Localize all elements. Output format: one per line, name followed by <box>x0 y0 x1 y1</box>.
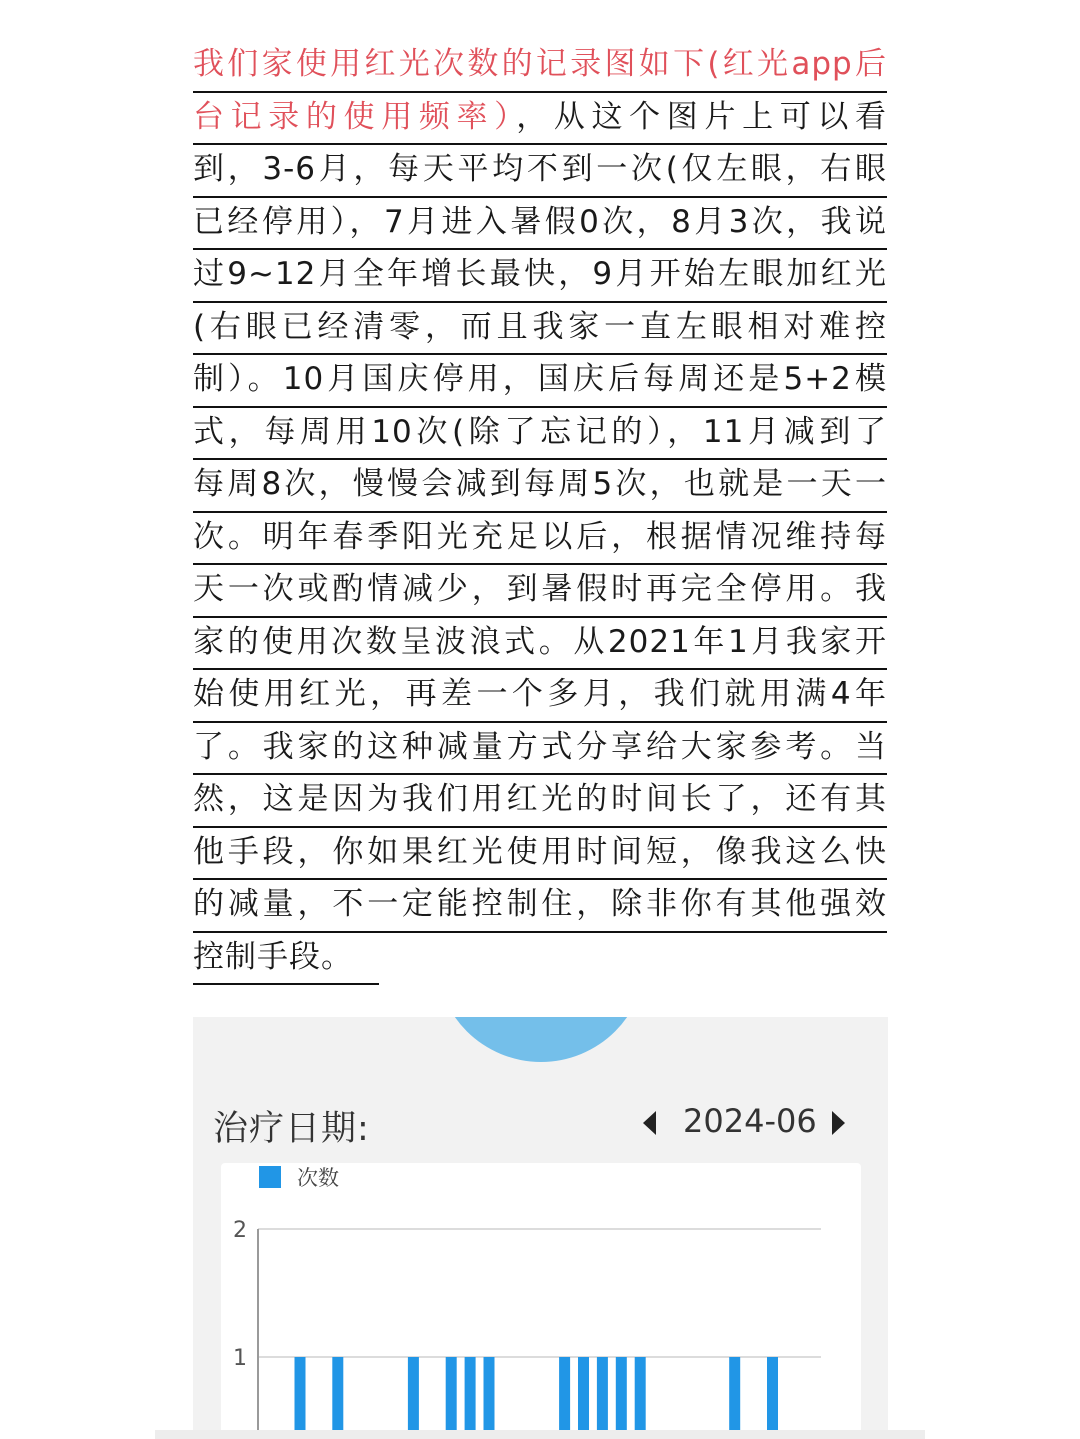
y-tick-label: 1 <box>233 1346 247 1371</box>
bar <box>332 1357 343 1439</box>
body-text: 然，这是因为我们用红光的时间长了，还有其 <box>193 781 887 817</box>
bar <box>446 1357 457 1439</box>
treatment-date-label: 治疗日期: <box>213 1109 370 1149</box>
app-screenshot-card <box>193 1017 888 1439</box>
bar <box>578 1357 589 1439</box>
body-text: ，从这个图片上可以看 <box>516 98 887 135</box>
body-text: 制）。10月国庆停用，国庆后每周还是5+2模 <box>193 361 887 397</box>
bar <box>408 1357 419 1439</box>
article-line <box>193 670 887 723</box>
legend-swatch <box>259 1166 281 1188</box>
bar <box>597 1357 608 1439</box>
body-text: 始使用红光，再差一个多月，我们就用满4年 <box>193 676 887 712</box>
y-tick-label: 2 <box>233 1218 247 1243</box>
article-line <box>193 250 887 303</box>
progress-circle <box>436 1017 646 1062</box>
body-text: 次。明年春季阳光充足以后，根据情况维持每 <box>193 518 887 555</box>
body-text: (右眼已经清零，而且我家一直左眼相对难控 <box>193 308 887 345</box>
body-text: 家的使用次数呈波浪式。从2021年1月我家开 <box>193 623 887 660</box>
bar <box>295 1357 306 1439</box>
article-line <box>193 198 887 251</box>
body-text: 他手段，你如果红光使用时间短，像我这么快 <box>193 833 887 870</box>
bar <box>767 1357 778 1439</box>
article-line <box>193 723 887 776</box>
bar <box>559 1357 570 1439</box>
article-line <box>193 828 887 881</box>
usage-chart <box>221 1163 861 1439</box>
article-line <box>193 145 887 198</box>
article-line <box>193 40 887 93</box>
bar <box>465 1357 476 1439</box>
previous-month-arrow-icon[interactable] <box>643 1111 656 1135</box>
legend-label: 次数 <box>297 1166 339 1190</box>
body-text: 的减量，不一定能控制住，除非你有其他强效 <box>193 886 887 922</box>
body-text: 了。我家的这种减量方式分享给大家参考。当 <box>193 728 887 765</box>
article-line <box>193 93 887 146</box>
article-line <box>193 933 379 986</box>
article-line <box>193 880 887 933</box>
body-text: 控制手段。 <box>193 938 353 975</box>
bottom-edge <box>155 1430 925 1439</box>
article-line <box>193 460 887 513</box>
article-line <box>193 303 887 356</box>
article-line <box>193 408 887 461</box>
bar <box>484 1357 495 1439</box>
body-text: 到，3-6月，每天平均不到一次(仅左眼，右眼 <box>193 151 887 187</box>
article-text <box>193 40 887 989</box>
bar <box>635 1357 646 1439</box>
bar <box>729 1357 740 1439</box>
treatment-date-value: 2024-06 <box>683 1102 817 1140</box>
body-text: 天一次或酌情减少，到暑假时再完全停用。我 <box>193 571 887 607</box>
body-text: 每周8次，慢慢会减到每周5次，也就是一天一 <box>193 466 887 502</box>
body-text: 过9~12月全年增长最快，9月开始左眼加红光 <box>193 256 887 292</box>
highlighted-text: 台记录的使用频率） <box>193 98 517 135</box>
highlighted-text: 我们家使用红光次数的记录图如下(红光app后 <box>193 46 887 82</box>
bar <box>616 1357 627 1439</box>
next-month-arrow-icon[interactable] <box>832 1111 845 1135</box>
article-line <box>193 355 887 408</box>
body-text: 式，每周用10次(除了忘记的），11月减到了 <box>193 413 887 450</box>
treatment-date-row <box>193 1099 888 1149</box>
body-text: 已经停用），7月进入暑假0次，8月3次，我说 <box>193 203 887 240</box>
article-line <box>193 618 887 671</box>
article-line <box>193 775 887 828</box>
article-line <box>193 513 887 566</box>
usage-chart-panel <box>221 1163 861 1439</box>
article-line <box>193 565 887 618</box>
